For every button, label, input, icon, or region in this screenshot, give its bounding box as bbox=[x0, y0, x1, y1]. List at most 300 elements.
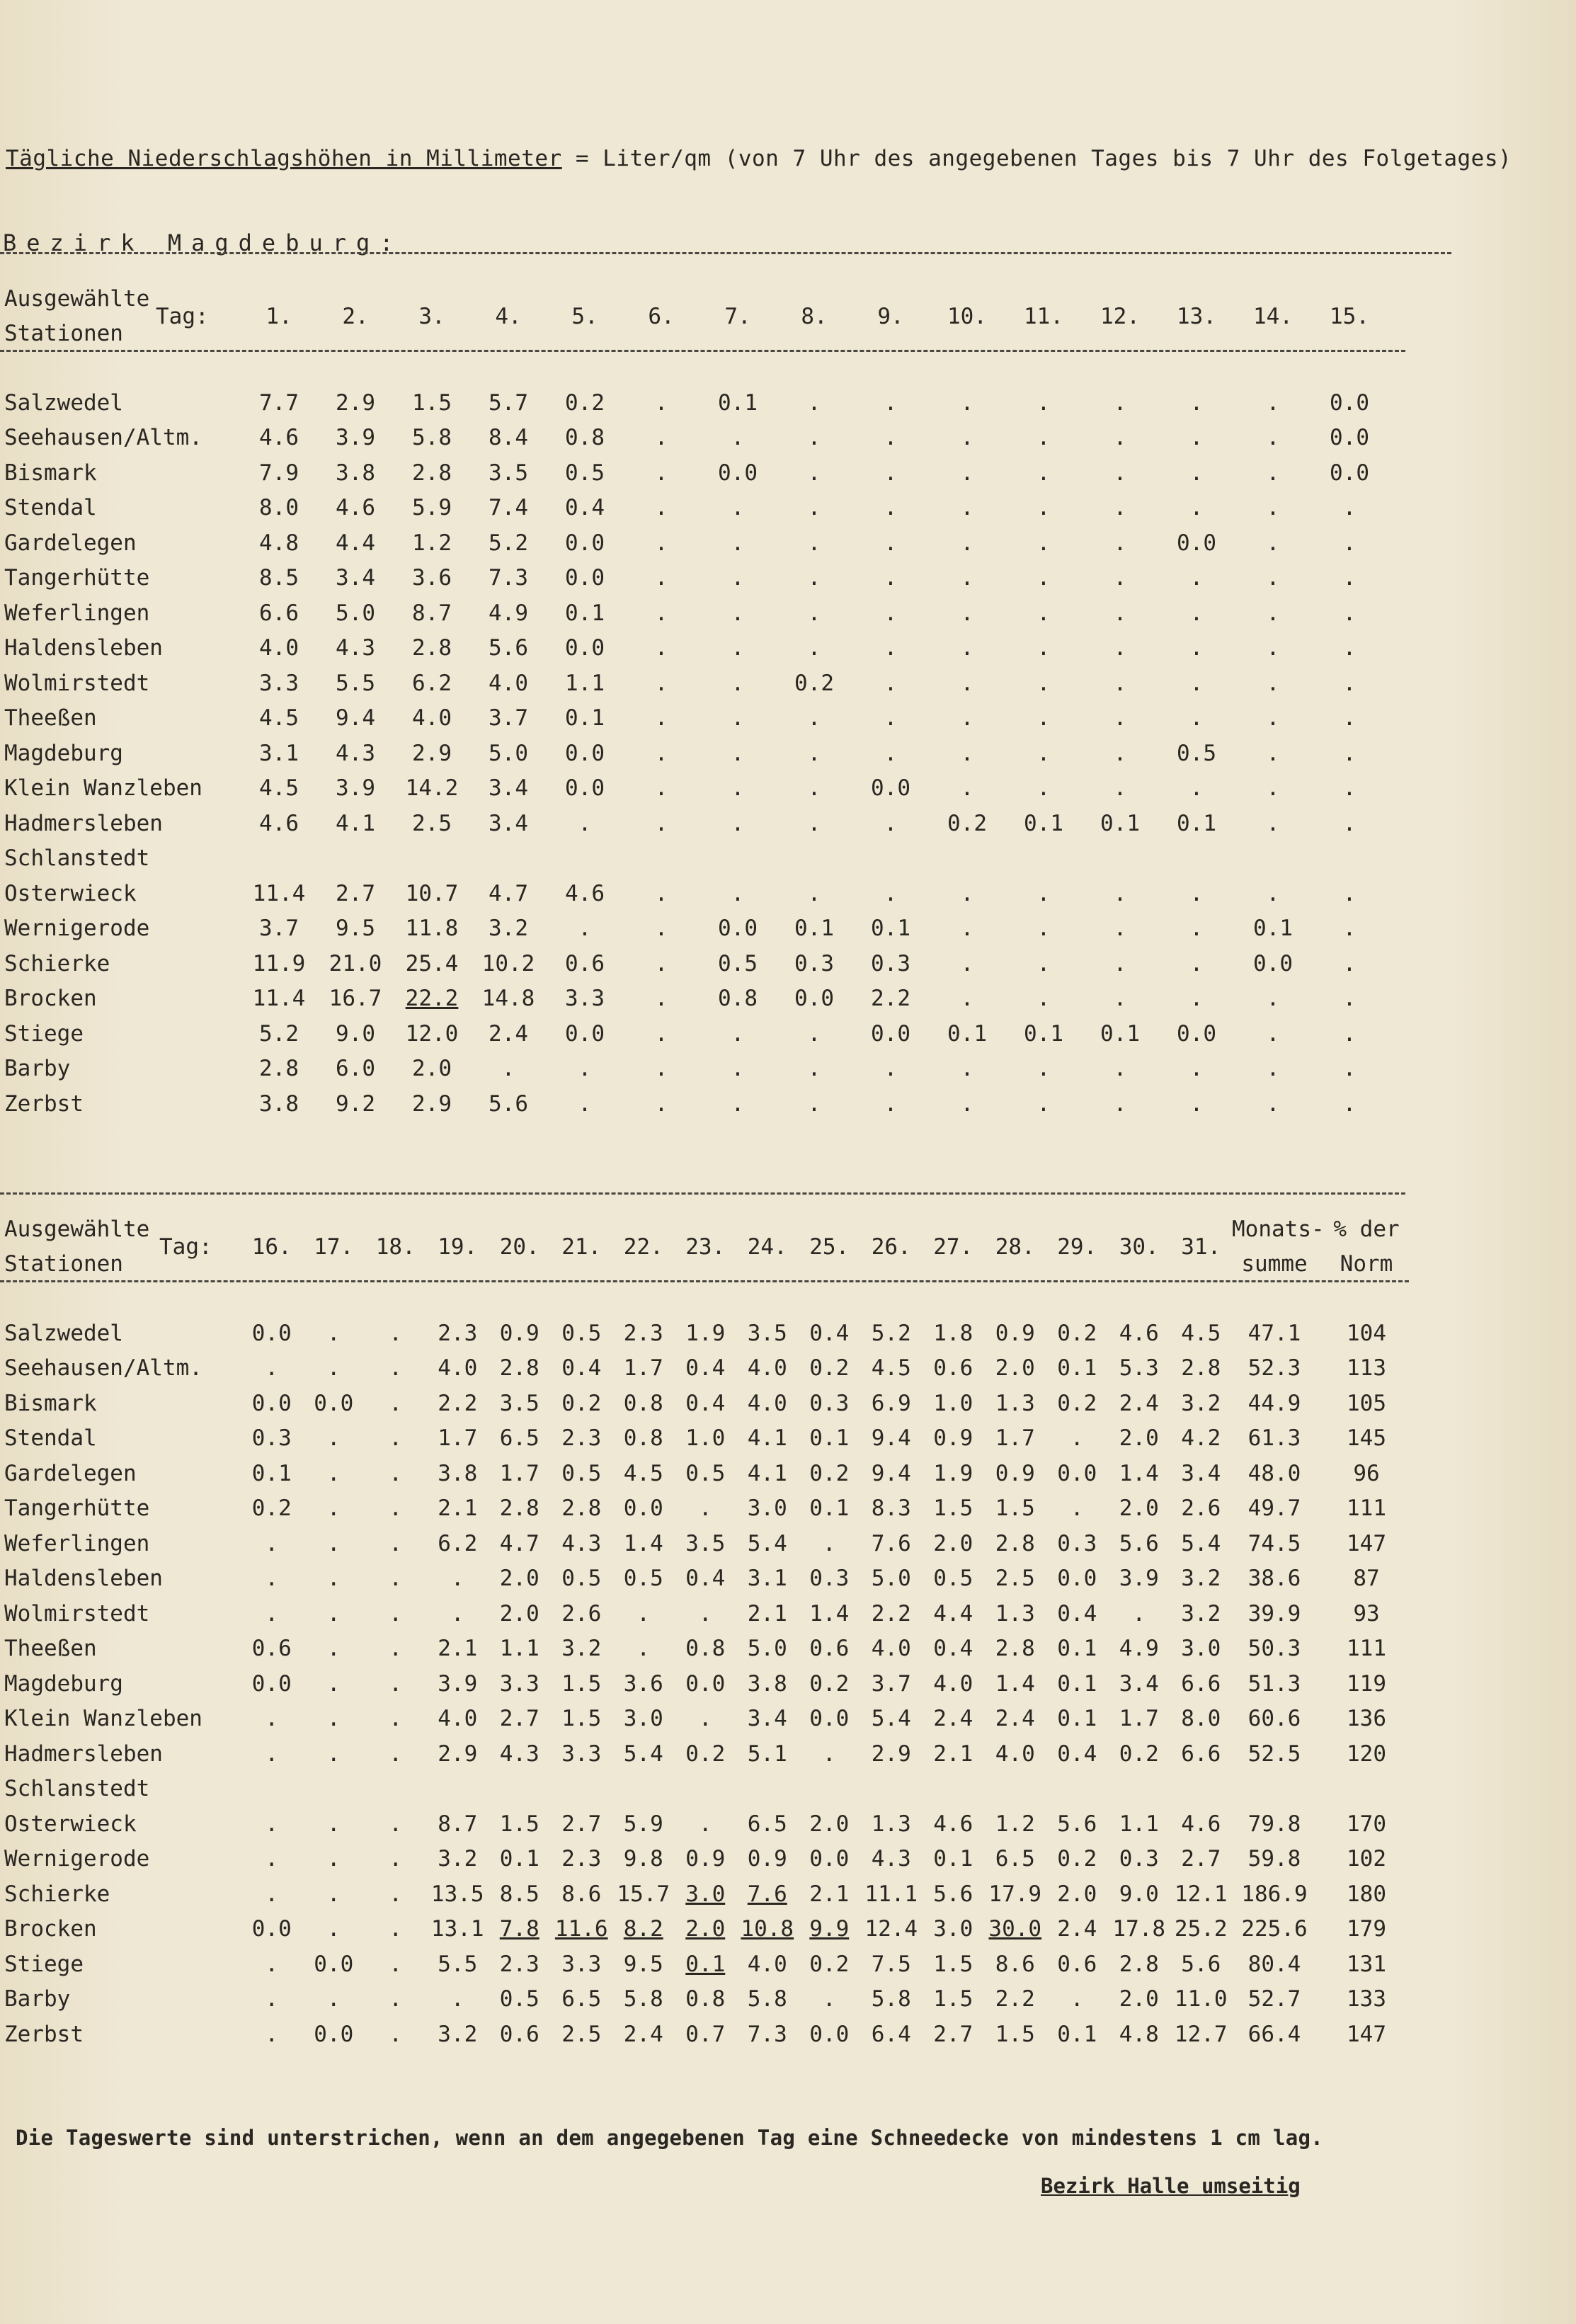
daily-value: . bbox=[654, 880, 668, 906]
daily-value: 2.7 bbox=[561, 1811, 602, 1837]
daily-value: 3.8 bbox=[259, 1090, 299, 1117]
daily-value: 0.0 bbox=[251, 1320, 292, 1346]
daily-value: . bbox=[450, 1986, 464, 2012]
daily-value: 14.8 bbox=[481, 986, 535, 1012]
daily-value: . bbox=[1037, 880, 1051, 906]
daily-value: . bbox=[1113, 740, 1127, 766]
table-row bbox=[0, 596, 1388, 631]
daily-value: . bbox=[1266, 740, 1280, 766]
tag-spacer bbox=[156, 981, 241, 1017]
daily-value: . bbox=[1189, 670, 1204, 696]
daily-value: . bbox=[807, 1056, 821, 1082]
daily-value: . bbox=[1070, 1425, 1084, 1452]
tag-spacer bbox=[159, 1421, 241, 1457]
daily-value: . bbox=[884, 1090, 898, 1117]
table-row bbox=[0, 771, 1388, 807]
daily-value: . bbox=[1132, 1600, 1146, 1627]
month-sum-header: Monats- bbox=[1232, 1216, 1325, 1242]
daily-value: . bbox=[389, 1846, 403, 1872]
daily-value: 1.4 bbox=[809, 1600, 850, 1627]
daily-value: . bbox=[807, 810, 821, 836]
daily-value: 1.3 bbox=[995, 1390, 1035, 1416]
daily-value: 5.6 bbox=[489, 1090, 528, 1117]
table-row bbox=[0, 1772, 1416, 1807]
table-row bbox=[0, 981, 1388, 1017]
daily-value: 5.0 bbox=[489, 740, 528, 766]
daily-value: 1.3 bbox=[871, 1811, 911, 1837]
tag-spacer bbox=[159, 1912, 241, 1947]
station-name: Wernigerode bbox=[4, 1846, 150, 1872]
daily-value: . bbox=[326, 1600, 341, 1627]
daily-value: 1.2 bbox=[412, 530, 452, 556]
table-row bbox=[0, 631, 1388, 666]
daily-value: . bbox=[731, 600, 745, 626]
tag-spacer bbox=[159, 1596, 241, 1631]
daily-value: . bbox=[326, 1460, 341, 1486]
daily-value: 5.8 bbox=[871, 1986, 911, 2012]
station-name: Barby bbox=[4, 1056, 71, 1082]
daily-value: 4.3 bbox=[336, 740, 375, 766]
daily-value: . bbox=[1189, 600, 1204, 626]
day-header: 25. bbox=[809, 1234, 850, 1260]
daily-value: 1.1 bbox=[1119, 1811, 1159, 1837]
daily-value: 5.9 bbox=[623, 1811, 663, 1837]
daily-value: 0.2 bbox=[1119, 1741, 1159, 1767]
daily-value: . bbox=[654, 565, 668, 591]
station-name: Seehausen/Altm. bbox=[4, 425, 202, 451]
daily-value: 1.8 bbox=[933, 1320, 973, 1346]
daily-value: . bbox=[731, 810, 745, 836]
daily-value: 4.4 bbox=[933, 1600, 973, 1627]
tag-spacer bbox=[159, 1491, 241, 1527]
daily-value: . bbox=[731, 670, 745, 696]
daily-value: 0.0 bbox=[794, 986, 834, 1012]
daily-value: 0.0 bbox=[1330, 389, 1369, 416]
daily-value: 1.5 bbox=[933, 1496, 973, 1522]
daily-value: . bbox=[1342, 495, 1357, 521]
daily-value: . bbox=[822, 1986, 836, 2012]
daily-value: 3.0 bbox=[623, 1706, 663, 1732]
daily-value: 4.5 bbox=[871, 1355, 911, 1382]
daily-value: . bbox=[807, 600, 821, 626]
day-header: 4. bbox=[495, 303, 522, 329]
daily-value: . bbox=[1342, 1020, 1357, 1047]
station-name: Stendal bbox=[4, 1425, 97, 1452]
daily-value: 30.0 bbox=[988, 1916, 1042, 1942]
daily-value: 3.0 bbox=[933, 1916, 973, 1942]
daily-value: . bbox=[326, 1986, 341, 2012]
daily-value: 3.9 bbox=[438, 1670, 478, 1697]
daily-value: 2.4 bbox=[489, 1020, 528, 1047]
daily-value: 0.0 bbox=[1057, 1460, 1097, 1486]
daily-value: . bbox=[807, 775, 821, 802]
daily-value: . bbox=[389, 1390, 403, 1416]
daily-value: 3.3 bbox=[561, 1951, 602, 1977]
percent-of-norm: 111 bbox=[1347, 1636, 1386, 1662]
table-row bbox=[0, 876, 1388, 911]
daily-value: . bbox=[326, 1530, 341, 1556]
day-header: 30. bbox=[1119, 1234, 1159, 1260]
daily-value: 6.9 bbox=[871, 1390, 911, 1416]
daily-value: . bbox=[884, 810, 898, 836]
daily-value: 0.3 bbox=[809, 1566, 850, 1592]
station-name: Osterwieck bbox=[4, 1811, 137, 1837]
daily-value: 0.6 bbox=[809, 1636, 850, 1662]
daily-value: 0.5 bbox=[933, 1566, 973, 1592]
daily-value: 1.5 bbox=[995, 1496, 1035, 1522]
daily-value: . bbox=[1113, 1056, 1127, 1082]
daily-value: . bbox=[265, 1951, 279, 1977]
station-name: Tangerhütte bbox=[4, 1496, 150, 1522]
daily-value: 9.4 bbox=[871, 1425, 911, 1452]
daily-value: 3.6 bbox=[623, 1670, 663, 1697]
daily-value: 6.5 bbox=[561, 1986, 602, 2012]
day-header: 24. bbox=[747, 1234, 787, 1260]
daily-value: 3.9 bbox=[1119, 1566, 1159, 1592]
table-row bbox=[0, 1052, 1388, 1087]
daily-value: 2.9 bbox=[412, 1090, 452, 1117]
daily-value: . bbox=[1113, 986, 1127, 1012]
daily-value: . bbox=[731, 1090, 745, 1117]
daily-value: 2.3 bbox=[561, 1425, 602, 1452]
daily-value: 8.3 bbox=[871, 1496, 911, 1522]
daily-value: . bbox=[1266, 810, 1280, 836]
daily-value: 0.5 bbox=[499, 1986, 539, 2012]
daily-value: 1.3 bbox=[995, 1600, 1035, 1627]
station-name: Seehausen/Altm. bbox=[4, 1355, 202, 1382]
daily-value: 2.8 bbox=[995, 1530, 1035, 1556]
daily-value: 0.0 bbox=[809, 1706, 850, 1732]
daily-value: 2.9 bbox=[871, 1741, 911, 1767]
daily-value: 0.2 bbox=[809, 1355, 850, 1382]
daily-value: 0.1 bbox=[1177, 810, 1216, 836]
percent-of-norm: 96 bbox=[1353, 1460, 1380, 1486]
daily-value: . bbox=[960, 670, 974, 696]
tag-label: Tag: bbox=[156, 303, 209, 329]
daily-value: . bbox=[1113, 425, 1127, 451]
daily-value: . bbox=[326, 1670, 341, 1697]
daily-value: . bbox=[1113, 1090, 1127, 1117]
daily-value: 2.1 bbox=[747, 1600, 787, 1627]
daily-value: 11.4 bbox=[252, 986, 306, 1012]
daily-value: . bbox=[389, 1496, 403, 1522]
daily-value: 7.8 bbox=[499, 1916, 539, 1942]
daily-value bbox=[1311, 841, 1388, 877]
percent-of-norm: 131 bbox=[1347, 1951, 1386, 1977]
daily-value: 4.6 bbox=[1181, 1811, 1221, 1837]
percent-of-norm: 133 bbox=[1347, 1986, 1386, 2012]
daily-value: 12.4 bbox=[864, 1916, 918, 1942]
daily-value: 2.1 bbox=[438, 1496, 478, 1522]
daily-value: . bbox=[265, 1986, 279, 2012]
daily-value: 3.9 bbox=[336, 425, 375, 451]
daily-value: 0.9 bbox=[685, 1846, 726, 1872]
daily-value: 21.0 bbox=[329, 950, 382, 976]
daily-value: . bbox=[1113, 460, 1127, 486]
daily-value: 3.1 bbox=[747, 1566, 787, 1592]
daily-value: . bbox=[731, 1056, 745, 1082]
tag-spacer bbox=[159, 1386, 241, 1421]
daily-value bbox=[1108, 1772, 1170, 1807]
daily-value: 0.0 bbox=[623, 1496, 663, 1522]
daily-value: 4.6 bbox=[336, 495, 375, 521]
daily-value: . bbox=[389, 1425, 403, 1452]
daily-value: 0.4 bbox=[1057, 1600, 1097, 1627]
daily-value: 7.7 bbox=[259, 389, 299, 416]
daily-value: 1.5 bbox=[933, 1986, 973, 2012]
month-sum: 44.9 bbox=[1247, 1390, 1301, 1416]
daily-value: 0.8 bbox=[685, 1636, 726, 1662]
daily-value: . bbox=[1113, 389, 1127, 416]
daily-value: 0.2 bbox=[809, 1670, 850, 1697]
daily-value bbox=[394, 841, 470, 877]
daily-value: 5.4 bbox=[623, 1741, 663, 1767]
daily-value: . bbox=[960, 460, 974, 486]
daily-value: . bbox=[1189, 705, 1204, 731]
daily-value: . bbox=[1037, 460, 1051, 486]
daily-value: 4.0 bbox=[871, 1636, 911, 1662]
daily-value bbox=[1158, 841, 1235, 877]
percent-of-norm: 104 bbox=[1347, 1320, 1386, 1346]
daily-value: 1.7 bbox=[1119, 1706, 1159, 1732]
station-name: Wolmirstedt bbox=[4, 670, 150, 696]
daily-value: 1.4 bbox=[623, 1530, 663, 1556]
daily-value: . bbox=[731, 425, 745, 451]
tag-spacer bbox=[156, 455, 241, 491]
month-sum: 39.9 bbox=[1247, 1600, 1301, 1627]
daily-value: 4.6 bbox=[259, 810, 299, 836]
daily-value: 4.5 bbox=[1181, 1320, 1221, 1346]
daily-value: . bbox=[884, 740, 898, 766]
daily-value: . bbox=[1189, 1056, 1204, 1082]
daily-value: 3.1 bbox=[259, 740, 299, 766]
daily-value: 4.2 bbox=[1181, 1425, 1221, 1452]
daily-value: 16.7 bbox=[329, 986, 382, 1012]
daily-value: 1.7 bbox=[623, 1355, 663, 1382]
daily-value: . bbox=[960, 705, 974, 731]
daily-value bbox=[427, 1772, 489, 1807]
station-name: Tangerhütte bbox=[4, 565, 150, 591]
daily-value: 2.2 bbox=[438, 1390, 478, 1416]
table-row bbox=[0, 2017, 1416, 2052]
daily-value: . bbox=[389, 1320, 403, 1346]
daily-value bbox=[1005, 841, 1082, 877]
daily-value: 12.1 bbox=[1174, 1881, 1228, 1907]
tag-spacer bbox=[156, 841, 241, 877]
daily-value bbox=[612, 1772, 675, 1807]
daily-value: . bbox=[1113, 916, 1127, 942]
daily-value: . bbox=[731, 495, 745, 521]
daily-value: 5.4 bbox=[871, 1706, 911, 1732]
table-row bbox=[0, 455, 1388, 491]
daily-value: 4.5 bbox=[623, 1460, 663, 1486]
tag-spacer bbox=[156, 1052, 241, 1087]
daily-value: 3.5 bbox=[747, 1320, 787, 1346]
daily-value: 4.9 bbox=[489, 600, 528, 626]
daily-value: 3.2 bbox=[1181, 1566, 1221, 1592]
daily-value: 0.8 bbox=[623, 1390, 663, 1416]
daily-value: 2.6 bbox=[1181, 1496, 1221, 1522]
daily-value: . bbox=[265, 1600, 279, 1627]
daily-value: 10.2 bbox=[481, 950, 535, 976]
daily-value: . bbox=[389, 1530, 403, 1556]
daily-value: . bbox=[654, 425, 668, 451]
daily-value: 0.0 bbox=[314, 1390, 354, 1416]
daily-value: 12.7 bbox=[1174, 2021, 1228, 2047]
daily-value: . bbox=[1189, 775, 1204, 802]
day-header: 23. bbox=[685, 1234, 726, 1260]
daily-value: 0.1 bbox=[871, 916, 910, 942]
daily-value: 25.4 bbox=[405, 950, 459, 976]
station-name: Schierke bbox=[4, 1881, 110, 1907]
daily-value: 5.2 bbox=[871, 1320, 911, 1346]
daily-value: 5.6 bbox=[1057, 1811, 1097, 1837]
table-row bbox=[0, 385, 1388, 421]
daily-value: . bbox=[326, 1846, 341, 1872]
daily-value: 0.4 bbox=[1057, 1741, 1097, 1767]
station-column-header: Ausgewählte bbox=[4, 1216, 150, 1242]
daily-value: 6.5 bbox=[499, 1425, 539, 1452]
daily-value: . bbox=[265, 1355, 279, 1382]
daily-value bbox=[776, 841, 852, 877]
daily-value: 0.5 bbox=[561, 1566, 602, 1592]
daily-value: 9.9 bbox=[809, 1916, 850, 1942]
daily-value: . bbox=[265, 1881, 279, 1907]
daily-value: . bbox=[1037, 916, 1051, 942]
daily-value: . bbox=[326, 1706, 341, 1732]
daily-value: . bbox=[1037, 389, 1051, 416]
daily-value: 0.1 bbox=[499, 1846, 539, 1872]
daily-value: . bbox=[389, 1636, 403, 1662]
table-row bbox=[0, 1982, 1416, 2017]
daily-value: 25.2 bbox=[1174, 1916, 1228, 1942]
month-sum: 52.7 bbox=[1247, 1986, 1301, 2012]
tag-spacer bbox=[159, 1666, 241, 1702]
daily-value: 0.0 bbox=[565, 565, 605, 591]
daily-value: 0.5 bbox=[623, 1566, 663, 1592]
month-sum: 49.7 bbox=[1247, 1496, 1301, 1522]
daily-value: . bbox=[1342, 740, 1357, 766]
daily-value: 2.7 bbox=[499, 1706, 539, 1732]
daily-value: . bbox=[960, 1090, 974, 1117]
daily-value: 0.2 bbox=[1057, 1320, 1097, 1346]
daily-value: . bbox=[265, 1566, 279, 1592]
month-sum: 47.1 bbox=[1247, 1320, 1301, 1346]
daily-value: 2.4 bbox=[995, 1706, 1035, 1732]
month-sum: 186.9 bbox=[1241, 1881, 1308, 1907]
percent-of-norm: 145 bbox=[1347, 1425, 1386, 1452]
daily-value: 0.0 bbox=[809, 2021, 850, 2047]
table-row bbox=[0, 1912, 1416, 1947]
station-name: Magdeburg bbox=[4, 1670, 123, 1697]
daily-value: 2.1 bbox=[809, 1881, 850, 1907]
daily-value: 14.2 bbox=[405, 775, 459, 802]
table-row bbox=[0, 1351, 1416, 1386]
daily-value: 0.2 bbox=[947, 810, 987, 836]
daily-value: . bbox=[654, 635, 668, 661]
daily-value bbox=[489, 1772, 551, 1807]
daily-value bbox=[1170, 1772, 1233, 1807]
daily-value: 2.8 bbox=[412, 635, 452, 661]
daily-value: 6.5 bbox=[995, 1846, 1035, 1872]
daily-value: . bbox=[389, 1811, 403, 1837]
daily-value: . bbox=[1037, 705, 1051, 731]
daily-value: . bbox=[1266, 1056, 1280, 1082]
percent-of-norm: 102 bbox=[1347, 1846, 1386, 1872]
station-name: Zerbst bbox=[4, 1090, 84, 1117]
daily-value bbox=[365, 1772, 427, 1807]
daily-value: . bbox=[731, 1020, 745, 1047]
divider bbox=[0, 1280, 1409, 1282]
table-row bbox=[0, 421, 1388, 456]
daily-value: 4.0 bbox=[995, 1741, 1035, 1767]
daily-value: . bbox=[326, 1741, 341, 1767]
table-row bbox=[0, 1561, 1416, 1597]
station-name: Osterwieck bbox=[4, 880, 137, 906]
tag-spacer bbox=[156, 666, 241, 701]
daily-value: 5.1 bbox=[747, 1741, 787, 1767]
tag-spacer bbox=[159, 1316, 241, 1351]
daily-value: . bbox=[389, 1741, 403, 1767]
daily-value: 3.5 bbox=[685, 1530, 726, 1556]
day-header: 1. bbox=[265, 303, 292, 329]
daily-value: 11.9 bbox=[252, 950, 306, 976]
month-sum: 48.0 bbox=[1247, 1460, 1301, 1486]
day-header: 26. bbox=[871, 1234, 911, 1260]
daily-value: 4.1 bbox=[747, 1460, 787, 1486]
daily-value: 4.3 bbox=[871, 1846, 911, 1872]
daily-value: . bbox=[960, 775, 974, 802]
daily-value: 0.0 bbox=[314, 1951, 354, 1977]
daily-value: 8.6 bbox=[995, 1951, 1035, 1977]
table-row bbox=[0, 1842, 1416, 1877]
daily-value bbox=[317, 841, 394, 877]
daily-value: 5.9 bbox=[412, 495, 452, 521]
daily-value: . bbox=[654, 670, 668, 696]
daily-value: . bbox=[1113, 775, 1127, 802]
daily-value: . bbox=[654, 460, 668, 486]
daily-value: . bbox=[326, 1320, 341, 1346]
daily-value: 10.7 bbox=[405, 880, 459, 906]
daily-value: 0.4 bbox=[933, 1636, 973, 1662]
daily-value: 2.0 bbox=[809, 1811, 850, 1837]
daily-value: . bbox=[807, 425, 821, 451]
daily-value: . bbox=[960, 635, 974, 661]
daily-value: 6.0 bbox=[336, 1056, 375, 1082]
daily-value: . bbox=[1037, 635, 1051, 661]
daily-value: . bbox=[1189, 986, 1204, 1012]
daily-value: 3.4 bbox=[336, 565, 375, 591]
daily-value: . bbox=[884, 495, 898, 521]
station-name: Zerbst bbox=[4, 2021, 84, 2047]
daily-value: 4.6 bbox=[933, 1811, 973, 1837]
daily-value: . bbox=[389, 1670, 403, 1697]
daily-value: 2.9 bbox=[412, 740, 452, 766]
daily-value: . bbox=[884, 600, 898, 626]
tag-spacer bbox=[159, 1876, 241, 1912]
daily-value: 5.0 bbox=[747, 1636, 787, 1662]
daily-value: 7.5 bbox=[871, 1951, 911, 1977]
daily-value: . bbox=[822, 1530, 836, 1556]
daily-value: 2.8 bbox=[561, 1496, 602, 1522]
daily-value: . bbox=[1266, 1090, 1280, 1117]
daily-value: 5.0 bbox=[871, 1566, 911, 1592]
daily-value: 8.4 bbox=[489, 425, 528, 451]
daily-value: 1.2 bbox=[995, 1811, 1035, 1837]
daily-value: 3.8 bbox=[438, 1460, 478, 1486]
daily-value: 0.0 bbox=[1330, 460, 1369, 486]
daily-value: . bbox=[1037, 950, 1051, 976]
